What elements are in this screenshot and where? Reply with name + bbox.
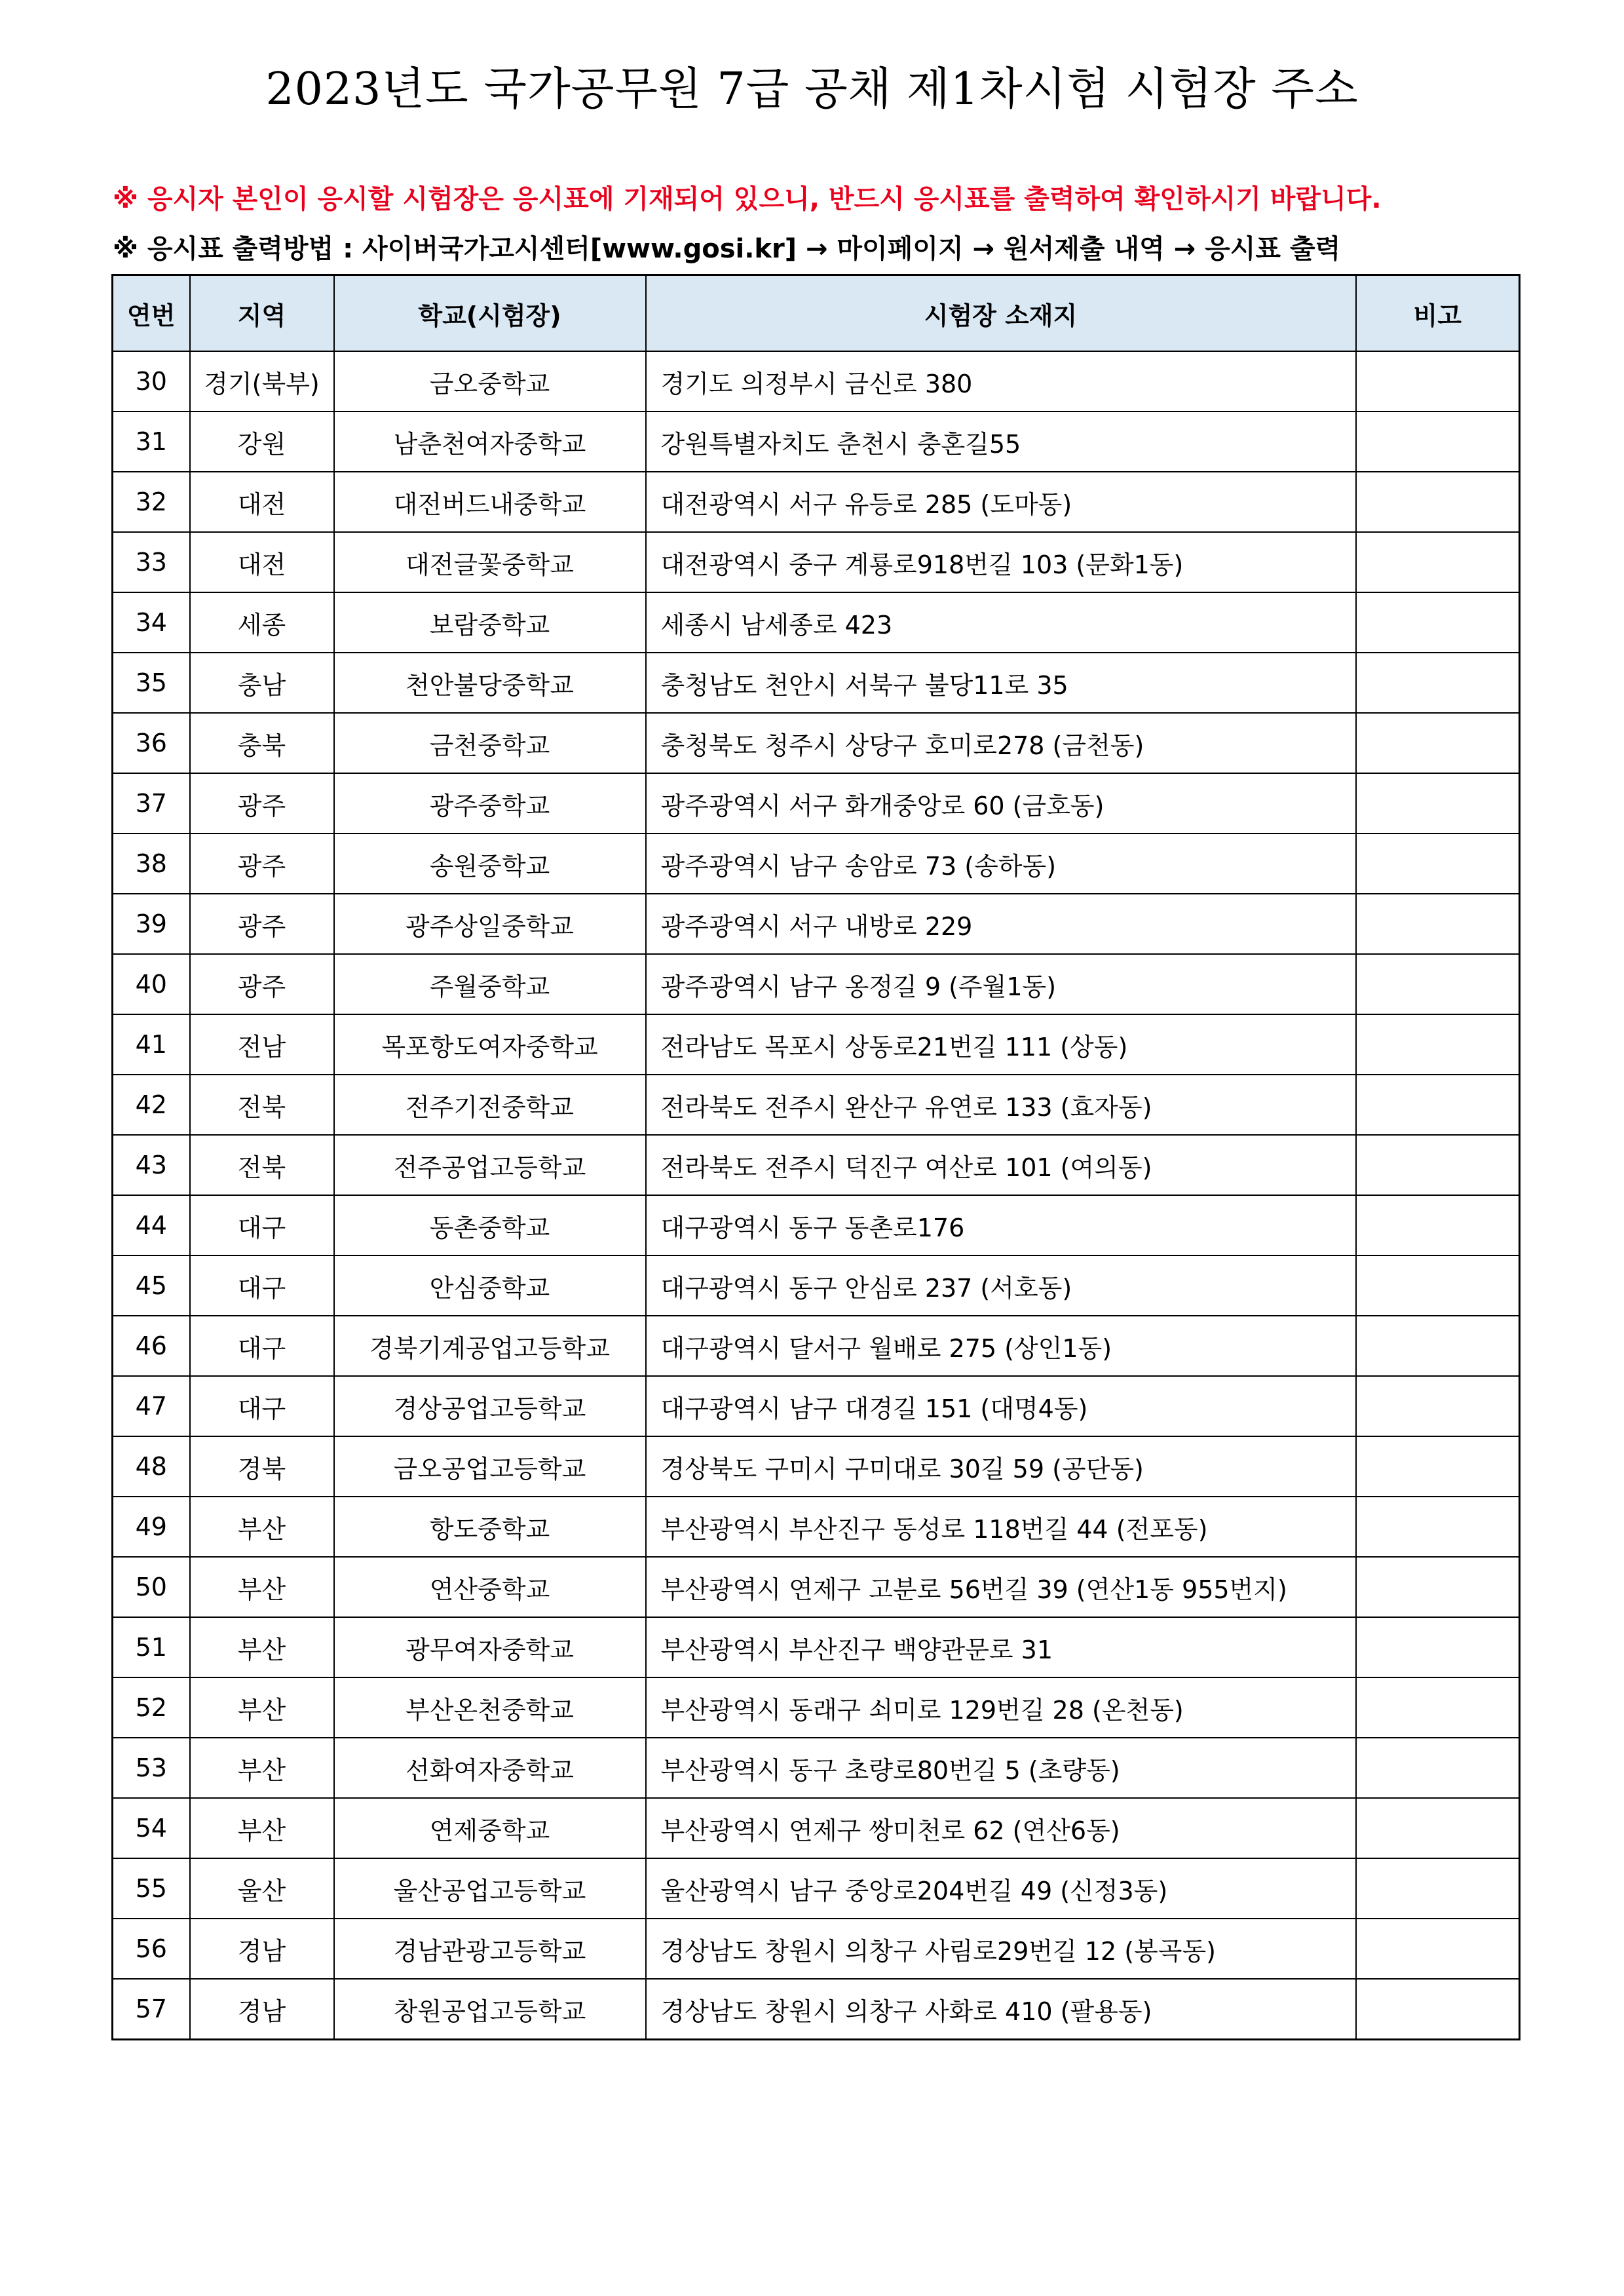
row-number: 49 [113, 1497, 190, 1557]
row-school: 울산공업고등학교 [334, 1858, 646, 1919]
row-number: 31 [113, 411, 190, 472]
row-school: 대전글꽃중학교 [334, 532, 646, 592]
row-remarks [1356, 1979, 1520, 2040]
row-region: 광주 [190, 894, 334, 954]
row-region: 경남 [190, 1919, 334, 1979]
table-row [113, 894, 1520, 954]
row-region: 광주 [190, 954, 334, 1014]
row-school: 보람중학교 [334, 592, 646, 653]
row-region: 대전 [190, 532, 334, 592]
row-address: 부산광역시 동구 초량로80번길 5 (초량동) [646, 1738, 1356, 1798]
row-region: 경북 [190, 1436, 334, 1497]
row-remarks [1356, 1617, 1520, 1677]
table-row [113, 1497, 1520, 1557]
row-remarks [1356, 773, 1520, 833]
page-title: 2023년도 국가공무원 7급 공채 제1차시험 시험장 주소 [265, 64, 1359, 115]
row-region: 대구 [190, 1195, 334, 1255]
row-region: 부산 [190, 1677, 334, 1738]
table-row [113, 1798, 1520, 1858]
row-number: 53 [113, 1738, 190, 1798]
row-region: 광주 [190, 773, 334, 833]
table-row [113, 1255, 1520, 1316]
row-remarks [1356, 1557, 1520, 1617]
row-address: 대구광역시 달서구 월배로 275 (상인1동) [646, 1316, 1356, 1376]
table-row [113, 1858, 1520, 1919]
row-school: 금오중학교 [334, 351, 646, 411]
row-number: 46 [113, 1316, 190, 1376]
row-region: 대구 [190, 1376, 334, 1436]
row-region: 전북 [190, 1075, 334, 1135]
table-row [113, 351, 1520, 411]
row-remarks [1356, 1858, 1520, 1919]
header-address: 시험장 소재지 [646, 275, 1356, 352]
row-school: 송원중학교 [334, 833, 646, 894]
row-school: 선화여자중학교 [334, 1738, 646, 1798]
row-number: 57 [113, 1979, 190, 2040]
row-number: 51 [113, 1617, 190, 1677]
row-school: 연산중학교 [334, 1557, 646, 1617]
row-school: 경북기계공업고등학교 [334, 1316, 646, 1376]
row-remarks [1356, 1738, 1520, 1798]
row-school: 경상공업고등학교 [334, 1376, 646, 1436]
header-remarks: 비고 [1356, 275, 1520, 352]
row-number: 43 [113, 1135, 190, 1195]
row-school: 금오공업고등학교 [334, 1436, 646, 1497]
row-school: 전주기전중학교 [334, 1075, 646, 1135]
table-row [113, 653, 1520, 713]
row-school: 대전버드내중학교 [334, 472, 646, 532]
row-school: 창원공업고등학교 [334, 1979, 646, 2040]
row-region: 경기(북부) [190, 351, 334, 411]
row-number: 37 [113, 773, 190, 833]
table-row [113, 411, 1520, 472]
row-address: 광주광역시 남구 송암로 73 (송하동) [646, 833, 1356, 894]
notice-print-method: ※ 응시표 출력방법 : 사이버국가고시센터[www.gosi.kr] → 마이페이지 → 원서제출 내역 → 응시표 출력 [113, 234, 1341, 264]
exam-site-table [111, 274, 1520, 2040]
table-row [113, 1014, 1520, 1075]
row-school: 전주공업고등학교 [334, 1135, 646, 1195]
row-address: 대구광역시 남구 대경길 151 (대명4동) [646, 1376, 1356, 1436]
row-number: 39 [113, 894, 190, 954]
table-row [113, 1075, 1520, 1135]
row-remarks [1356, 1075, 1520, 1135]
row-number: 45 [113, 1255, 190, 1316]
row-address: 대전광역시 서구 유등로 285 (도마동) [646, 472, 1356, 532]
row-region: 대구 [190, 1316, 334, 1376]
row-address: 부산광역시 연제구 쌍미천로 62 (연산6동) [646, 1798, 1356, 1858]
row-school: 천안불당중학교 [334, 653, 646, 713]
header-number: 연번 [113, 275, 190, 352]
table-row [113, 1677, 1520, 1738]
row-remarks [1356, 1135, 1520, 1195]
row-school: 광무여자중학교 [334, 1617, 646, 1677]
table-row [113, 1979, 1520, 2040]
row-address: 광주광역시 남구 옹정길 9 (주월1동) [646, 954, 1356, 1014]
row-address: 부산광역시 부산진구 동성로 118번길 44 (전포동) [646, 1497, 1356, 1557]
notice-check-admission-ticket: ※ 응시자 본인이 응시할 시험장은 응시표에 기재되어 있으니, 반드시 응시표를 출력하여 확인하시기 바랍니다. [113, 184, 1382, 214]
row-school: 주월중학교 [334, 954, 646, 1014]
row-number: 34 [113, 592, 190, 653]
row-remarks [1356, 1677, 1520, 1738]
row-region: 부산 [190, 1738, 334, 1798]
table-row [113, 713, 1520, 773]
header-school: 학교(시험장) [334, 275, 646, 352]
table-row [113, 1316, 1520, 1376]
row-address: 전라북도 전주시 덕진구 여산로 101 (여의동) [646, 1135, 1356, 1195]
row-number: 50 [113, 1557, 190, 1617]
row-address: 경기도 의정부시 금신로 380 [646, 351, 1356, 411]
row-region: 울산 [190, 1858, 334, 1919]
row-remarks [1356, 833, 1520, 894]
table-row [113, 1376, 1520, 1436]
row-address: 전라남도 목포시 상동로21번길 111 (상동) [646, 1014, 1356, 1075]
row-region: 전남 [190, 1014, 334, 1075]
row-number: 36 [113, 713, 190, 773]
table-row [113, 532, 1520, 592]
row-school: 부산온천중학교 [334, 1677, 646, 1738]
row-number: 54 [113, 1798, 190, 1858]
row-remarks [1356, 1376, 1520, 1436]
row-remarks [1356, 351, 1520, 411]
row-number: 35 [113, 653, 190, 713]
table-row [113, 472, 1520, 532]
table-row [113, 954, 1520, 1014]
row-remarks [1356, 1014, 1520, 1075]
row-remarks [1356, 472, 1520, 532]
row-school: 금천중학교 [334, 713, 646, 773]
row-region: 강원 [190, 411, 334, 472]
row-address: 강원특별자치도 춘천시 충혼길55 [646, 411, 1356, 472]
row-number: 40 [113, 954, 190, 1014]
row-number: 55 [113, 1858, 190, 1919]
row-school: 안심중학교 [334, 1255, 646, 1316]
row-region: 충남 [190, 653, 334, 713]
row-region: 부산 [190, 1557, 334, 1617]
row-remarks [1356, 1798, 1520, 1858]
row-region: 광주 [190, 833, 334, 894]
row-remarks [1356, 1255, 1520, 1316]
row-region: 전북 [190, 1135, 334, 1195]
row-school: 연제중학교 [334, 1798, 646, 1858]
row-address: 경상남도 창원시 의창구 사림로29번길 12 (봉곡동) [646, 1919, 1356, 1979]
row-number: 42 [113, 1075, 190, 1135]
row-remarks [1356, 713, 1520, 773]
row-address: 전라북도 전주시 완산구 유연로 133 (효자동) [646, 1075, 1356, 1135]
row-address: 광주광역시 서구 화개중앙로 60 (금호동) [646, 773, 1356, 833]
row-remarks [1356, 1497, 1520, 1557]
row-number: 56 [113, 1919, 190, 1979]
row-address: 세종시 남세종로 423 [646, 592, 1356, 653]
row-address: 광주광역시 서구 내방로 229 [646, 894, 1356, 954]
row-number: 32 [113, 472, 190, 532]
row-address: 부산광역시 동래구 쇠미로 129번길 28 (온천동) [646, 1677, 1356, 1738]
table-row [113, 1617, 1520, 1677]
table-row [113, 1557, 1520, 1617]
row-address: 부산광역시 부산진구 백양관문로 31 [646, 1617, 1356, 1677]
table-body [113, 351, 1520, 2040]
row-address: 부산광역시 연제구 고분로 56번길 39 (연산1동 955번지) [646, 1557, 1356, 1617]
row-number: 48 [113, 1436, 190, 1497]
table-row [113, 1919, 1520, 1979]
table-row [113, 833, 1520, 894]
row-school: 광주중학교 [334, 773, 646, 833]
row-school: 광주상일중학교 [334, 894, 646, 954]
row-remarks [1356, 954, 1520, 1014]
row-address: 충청남도 천안시 서북구 불당11로 35 [646, 653, 1356, 713]
row-school: 남춘천여자중학교 [334, 411, 646, 472]
table-header [113, 275, 1520, 352]
row-remarks [1356, 1316, 1520, 1376]
row-number: 38 [113, 833, 190, 894]
header-row [113, 275, 1520, 352]
table-row [113, 1135, 1520, 1195]
row-number: 30 [113, 351, 190, 411]
row-region: 대구 [190, 1255, 334, 1316]
row-address: 울산광역시 남구 중앙로204번길 49 (신정3동) [646, 1858, 1356, 1919]
row-address: 대구광역시 동구 안심로 237 (서호동) [646, 1255, 1356, 1316]
row-number: 41 [113, 1014, 190, 1075]
row-region: 경남 [190, 1979, 334, 2040]
table-row [113, 773, 1520, 833]
row-remarks [1356, 1195, 1520, 1255]
row-address: 경상북도 구미시 구미대로 30길 59 (공단동) [646, 1436, 1356, 1497]
table-row [113, 1738, 1520, 1798]
row-remarks [1356, 894, 1520, 954]
row-number: 33 [113, 532, 190, 592]
row-region: 충북 [190, 713, 334, 773]
row-school: 동촌중학교 [334, 1195, 646, 1255]
row-region: 대전 [190, 472, 334, 532]
table-row [113, 1436, 1520, 1497]
row-school: 경남관광고등학교 [334, 1919, 646, 1979]
row-remarks [1356, 532, 1520, 592]
table-row [113, 1195, 1520, 1255]
row-region: 부산 [190, 1497, 334, 1557]
row-remarks [1356, 1436, 1520, 1497]
table-row [113, 592, 1520, 653]
row-region: 세종 [190, 592, 334, 653]
row-address: 충청북도 청주시 상당구 호미로278 (금천동) [646, 713, 1356, 773]
row-address: 경상남도 창원시 의창구 사화로 410 (팔용동) [646, 1979, 1356, 2040]
row-school: 항도중학교 [334, 1497, 646, 1557]
row-remarks [1356, 411, 1520, 472]
row-region: 부산 [190, 1798, 334, 1858]
row-number: 47 [113, 1376, 190, 1436]
row-number: 44 [113, 1195, 190, 1255]
row-address: 대전광역시 중구 계룡로918번길 103 (문화1동) [646, 532, 1356, 592]
row-remarks [1356, 653, 1520, 713]
row-address: 대구광역시 동구 동촌로176 [646, 1195, 1356, 1255]
header-region: 지역 [190, 275, 334, 352]
row-region: 부산 [190, 1617, 334, 1677]
row-number: 52 [113, 1677, 190, 1738]
row-remarks [1356, 1919, 1520, 1979]
row-remarks [1356, 592, 1520, 653]
row-school: 목포항도여자중학교 [334, 1014, 646, 1075]
